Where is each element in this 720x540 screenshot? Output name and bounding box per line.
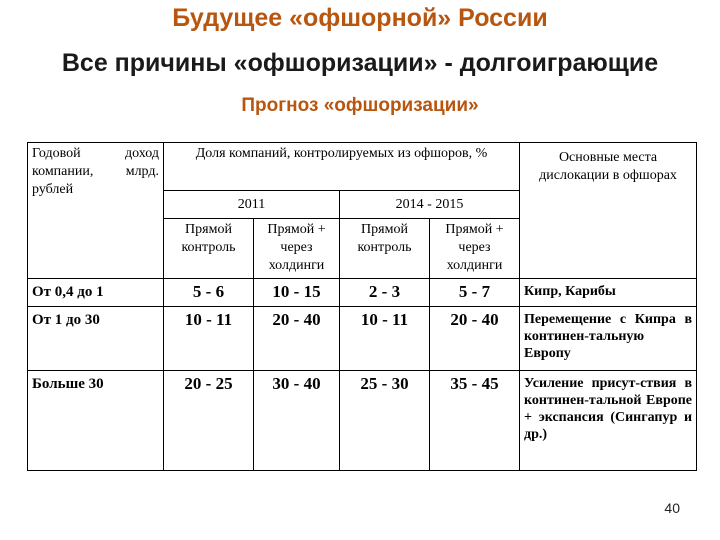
page-number: 40 bbox=[664, 500, 680, 516]
cell-value: 10 - 11 bbox=[164, 307, 254, 371]
cell-value: 30 - 40 bbox=[254, 371, 340, 471]
row-places: Перемещение с Кипра в континен-тальную Европу bbox=[520, 307, 697, 371]
header-share: Доля компаний, контролируемых из офшоров, % bbox=[164, 143, 520, 191]
header-places: Основные места дислокации в офшорах bbox=[520, 143, 697, 279]
cell-value: 35 - 45 bbox=[430, 371, 520, 471]
row-places: Кипр, Карибы bbox=[520, 279, 697, 307]
header-period-2014-2015: 2014 - 2015 bbox=[340, 191, 520, 219]
table-row bbox=[28, 279, 697, 307]
slide-title: Будущее «офшорной» России bbox=[172, 4, 548, 32]
cell-value: 20 - 25 bbox=[164, 371, 254, 471]
row-income: Больше 30 bbox=[28, 371, 164, 471]
cell-value: 20 - 40 bbox=[254, 307, 340, 371]
row-income: От 0,4 до 1 bbox=[28, 279, 164, 307]
header-direct-2014: Прямой контроль bbox=[340, 219, 430, 279]
cell-value: 2 - 3 bbox=[340, 279, 430, 307]
header-direct-2011: Прямой контроль bbox=[164, 219, 254, 279]
slide-subtitle: Все причины «офшоризации» - долгоиграющие bbox=[61, 49, 659, 77]
table-row bbox=[28, 307, 697, 371]
row-income: От 1 до 30 bbox=[28, 307, 164, 371]
cell-value: 25 - 30 bbox=[340, 371, 430, 471]
cell-value: 10 - 11 bbox=[340, 307, 430, 371]
cell-value: 20 - 40 bbox=[430, 307, 520, 371]
header-holding-2014: Прямой + через холдинги bbox=[430, 219, 520, 279]
row-places: Усиление присут-ствия в континен-тальной Европе + экспансия (Сингапур и др.) bbox=[520, 371, 697, 471]
table-row bbox=[28, 371, 697, 471]
cell-value: 10 - 15 bbox=[254, 279, 340, 307]
section-heading: Прогноз «офшоризации» bbox=[241, 95, 479, 116]
cell-value: 5 - 7 bbox=[430, 279, 520, 307]
header-holding-2011: Прямой + через холдинги bbox=[254, 219, 340, 279]
header-income: Годовой доход компании, млрд. рублей bbox=[28, 143, 164, 279]
offshore-forecast-table bbox=[27, 142, 697, 471]
cell-value: 5 - 6 bbox=[164, 279, 254, 307]
header-period-2011: 2011 bbox=[164, 191, 340, 219]
